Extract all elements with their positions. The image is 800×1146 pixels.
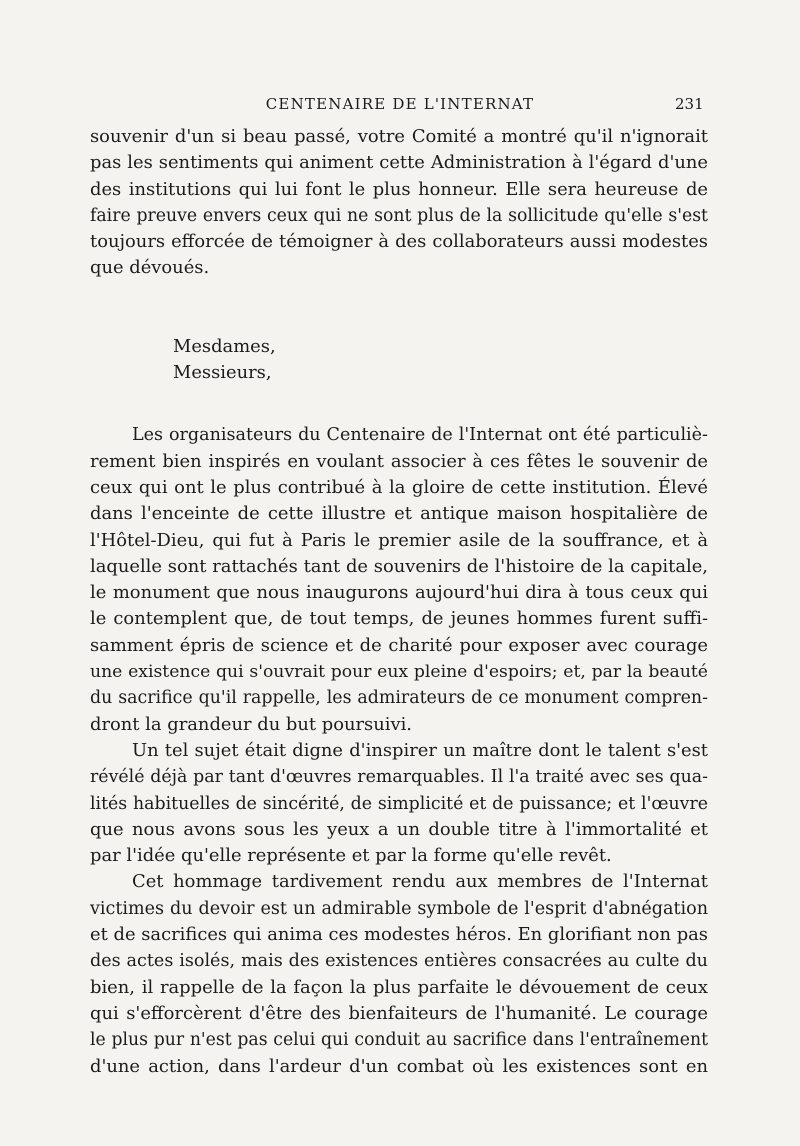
- text-line: que dévoués.: [90, 257, 210, 279]
- text-line: samment épris de science et de charité pour exposer avec courage: [90, 634, 708, 656]
- paragraph: [90, 869, 708, 1079]
- text-line: Un tel sujet était digne d'inspirer un maître dont le talent s'est: [132, 739, 708, 761]
- text-line: bien, il rappelle de la façon la plus parfaite le dévouement de ceux: [90, 976, 708, 998]
- text-line: dans l'enceinte de cette illustre et antique maison hospitalière de: [90, 503, 708, 525]
- text-line: que nous avons sous les yeux a un double titre à l'immortalité et: [90, 818, 708, 840]
- paragraph-continued: [90, 124, 708, 282]
- text-line: le plus pur n'est pas celui qui conduit au sacrifice dans l'entraînement: [90, 1030, 708, 1051]
- paragraph: [90, 422, 708, 738]
- text-line: Cet hommage tardivement rendu aux membres de l'Internat: [132, 871, 708, 893]
- text-line: révélé déjà par tant d'œuvres remarquables. Il l'a traité avec ses qua-: [90, 767, 708, 788]
- running-title: CENTENAIRE DE L'INTERNAT: [265, 95, 535, 113]
- text-line: victimes du devoir est un admirable symbole de l'esprit d'abnégation: [90, 898, 708, 919]
- text-line: l'Hôtel-Dieu, qui fut à Paris le premier asile de la souffrance, et à: [90, 529, 708, 551]
- text-line: rement bien inspirés en voulant associer à ces fêtes le souvenir de: [90, 450, 708, 472]
- text-line: Les organisateurs du Centenaire de l'Internat ont été particuliè-: [132, 425, 708, 446]
- text-line: le monument que nous inaugurons aujourd'hui dira à tous ceux qui: [90, 582, 708, 604]
- text-line: des actes isolés, mais des existences entières consacrées au culte du: [90, 951, 708, 972]
- text-line: par l'idée qu'elle représente et par la forme qu'elle revêt.: [90, 845, 612, 867]
- text-line: ceux qui ont le plus contribué à la gloire de cette institution. Élevé: [90, 476, 708, 498]
- text-line: lités habituelles de sincérité, de simplicité et de puissance; et l'œuvre: [90, 793, 708, 814]
- text-line: et de sacrifices qui anima ces modestes héros. En glorifiant non pas: [90, 924, 708, 946]
- text-line: dront la grandeur du but poursuivi.: [90, 713, 412, 735]
- salutation-line: Messieurs,: [173, 362, 272, 384]
- text-line: du sacrifice qu'il rappelle, les admirateurs de ce monument compren-: [90, 688, 708, 709]
- text-line: toujours efforcée de témoigner à des collaborateurs aussi modestes: [90, 231, 708, 253]
- paragraph: [90, 738, 708, 869]
- text-line: souvenir d'un si beau passé, votre Comité a montré qu'il n'ignorait: [90, 126, 708, 147]
- text-line: une existence qui s'ouvrait pour eux pleine d'espoirs; et, par la beauté: [90, 662, 708, 683]
- salutation: [90, 334, 708, 387]
- salutation-line: Mesdames,: [173, 335, 276, 357]
- text-line: pas les sentiments qui animent cette Administration à l'égard d'une: [90, 152, 708, 174]
- text-line: le contemplent que, de tout temps, de jeunes hommes furent suffi-: [90, 608, 708, 630]
- page-number: 231: [675, 95, 704, 113]
- text-line: des institutions qui lui font le plus honneur. Elle sera heureuse de: [90, 178, 708, 200]
- text-line: laquelle sont rattachés tant de souvenirs de l'histoire de la capitale,: [90, 555, 708, 577]
- text-line: qui s'efforcèrent d'être des bienfaiteurs de l'humanité. Le courage: [90, 1002, 708, 1024]
- body-text: [90, 124, 708, 1080]
- text-line: d'une action, dans l'ardeur d'un combat où les existences sont en: [90, 1055, 708, 1077]
- text-line: faire preuve envers ceux qui ne sont plus de la sollicitude qu'elle s'est: [90, 205, 708, 226]
